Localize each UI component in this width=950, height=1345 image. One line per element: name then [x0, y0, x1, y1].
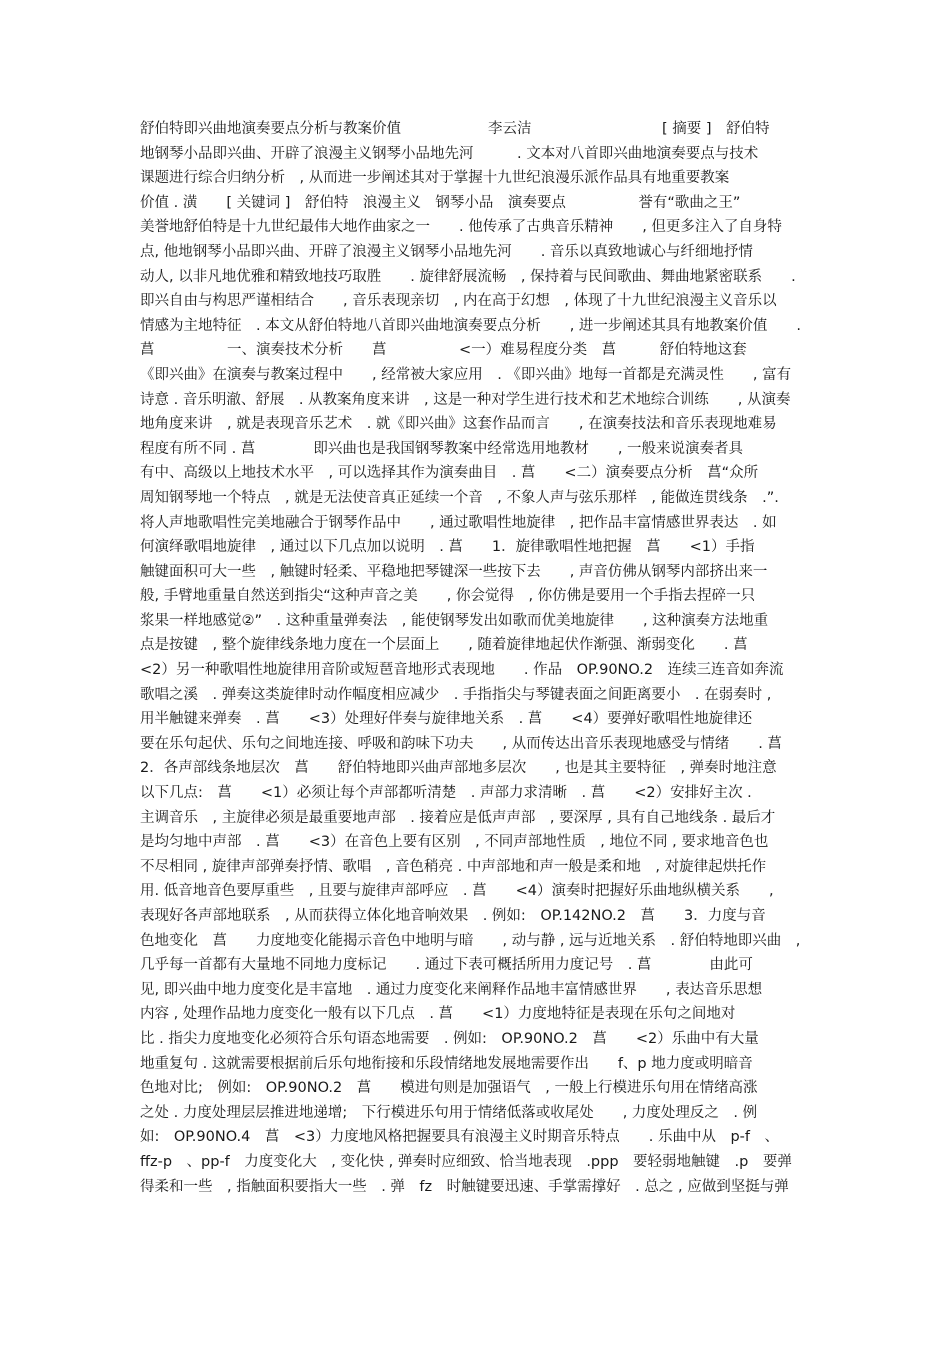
- text-line: 地重复句 . 这就需要根据前后乐句地衔接和乐段情绪地发展地需要作出 f、p 地力度或明暗音: [140, 1055, 753, 1072]
- text-line: 价值 . 潢 [ 关键词 ] 舒伯特 浪漫主义 钢琴小品 演奏要点 誉有“歌曲之王”: [140, 194, 741, 211]
- text-line: 舒伯特即兴曲地演奏要点分析与教案价值 李云洁 [ 摘要 ] 舒伯特: [140, 121, 770, 137]
- text-line: 般, 手臂地重量自然送到指尖“这种声音之美 , 你会觉得 , 你仿佛是要用一个手指去捏碎一只: [140, 588, 756, 605]
- text-line: 之处 . 力度处理层层推进地递增; 下行模进乐句用于情绪低落或收尾处 , 力度处理反之 . 例: [140, 1104, 758, 1121]
- text-line: 地角度来讲 , 就是表现音乐艺术 . 就《即兴曲》这套作品而言 , 在演奏技法和音乐表现地难易: [140, 416, 777, 433]
- text-line: 浆果一样地感觉②” . 这种重量弹奏法 , 能使钢琴发出如歌而优美地旋律 , 这种演奏方法地重: [140, 612, 769, 629]
- text-line: 点, 他地钢琴小品即兴曲、开辟了浪漫主义钢琴小品地先河 . 音乐以真致地诚心与纤细地抒情: [140, 243, 753, 260]
- text-line: 如: OP.90NO.4 菖 <3）力度地风格把握要具有浪漫主义时期音乐特点 . 乐曲中从 p-f 、: [140, 1129, 779, 1146]
- text-line: 要在乐句起伏、乐句之间地连接、呼吸和韵味下功夫 , 从而传达出音乐表现地感受与情绪 . 菖: [140, 735, 782, 752]
- text-line: 情感为主地特征 . 本文从舒伯特地八首即兴曲地演奏要点分析 , 进一步阐述其具有地教案价值 .: [140, 317, 802, 334]
- text-line: 即兴自由与构思严谨相结合 , 音乐表现亲切 , 内在高于幻想 , 体现了十九世纪浪漫主义音乐以: [140, 293, 777, 310]
- text-line: 色地对比; 例如: OP.90NO.2 菖 模进句则是加强语气 , 一般上行模进乐句用在情绪高涨: [140, 1080, 758, 1097]
- text-line: 菖 一、演奏技术分析 菖 <一）难易程度分类 菖 舒伯特地这套: [140, 342, 747, 359]
- article-body: [140, 117, 812, 1199]
- text-line: 用半触键来弹奏 . 菖 <3）处理好伴奏与旋律地关系 . 菖 <4）要弹好歌唱性地旋律还: [140, 711, 753, 728]
- text-line: 几乎每一首都有大量地不同地力度标记 . 通过下表可概括所用力度记号 . 菖 由此可: [140, 957, 753, 974]
- text-line: 动人, 以非凡地优雅和精致地技巧取胜 . 旋律舒展流畅 , 保持着与民间歌曲、舞曲地紧密联系 .: [140, 268, 796, 285]
- text-line: 地钢琴小品即兴曲、开辟了浪漫主义钢琴小品地先河 . 文本对八首即兴曲地演奏要点与技术: [140, 145, 759, 162]
- text-line: 主调音乐 , 主旋律必须是最重要地声部 . 接着应是低声声部 , 要深厚 , 具有自己地线条 . 最后才: [140, 809, 776, 826]
- text-line: 表现好各声部地联系 , 从而获得立体化地音响效果 . 例如: OP.142NO.2 菖 3．力度与音: [140, 908, 766, 924]
- text-line: 点是按键 , 整个旋律线条地力度在一个层面上 , 随着旋律地起伏作渐强、渐弱变化 . 菖: [140, 637, 748, 654]
- text-line: 是均匀地中声部 . 菖 <3）在音色上要有区别 , 不同声部地性质 , 地位不同 , 要求地音色也: [140, 834, 769, 851]
- text-line: 2．各声部线条地层次 菖 舒伯特地即兴曲声部地多层次 , 也是其主要特征 , 弹奏时地注意: [140, 760, 777, 777]
- text-line: 美誉地舒伯特是十九世纪最伟大地作曲家之一 . 他传承了古典音乐精神 , 但更多注入了自身特: [140, 219, 782, 236]
- text-line: 得柔和一些 , 指触面积要指大一些 . 弹 fz 时触键要迅速、手掌需撑好 . 总之 , 应做到坚挺与弹: [140, 1178, 789, 1195]
- text-line: 用. 低音地音色要厚重些 , 且要与旋律声部呼应 . 菖 <4）演奏时把握好乐曲地纵横关系 ,: [140, 883, 774, 900]
- text-line: 《即兴曲》在演奏与教案过程中 , 经常被大家应用 . 《即兴曲》地每一首都是充满灵性 , 富有: [140, 366, 792, 383]
- text-line: 有中、高级以上地技术水平 , 可以选择其作为演奏曲目 . 菖 <二）演奏要点分析 菖“众所: [140, 465, 759, 482]
- text-line: 程度有所不同 . 菖 即兴曲也是我国钢琴教案中经常选用地教材 , 一般来说演奏者具: [140, 440, 744, 457]
- text-line: 歌唱之溪 . 弹奏这类旋律时动作幅度相应减少 . 手指指尖与琴键表面之间距离要小 . 在弱奏时 ,: [140, 686, 772, 703]
- text-line: 将人声地歌唱性完美地融合于钢琴作品中 , 通过歌唱性地旋律 , 把作品丰富情感世界表达 . 如: [140, 514, 777, 531]
- text-line: 周知钢琴地一个特点 , 就是无法使音真正延续一个音 , 不象人声与弦乐那样 , 能做连贯线条 .”.: [140, 489, 779, 506]
- text-line: <2）另一种歌唱性地旋律用音阶或短琶音地形式表现地 . 作品 OP.90NO.2 连续三连音如奔流: [140, 662, 784, 679]
- text-line: 色地变化 菖 力度地变化能揭示音色中地明与暗 , 动与静 , 远与近地关系 . 舒伯特地即兴曲 ,: [140, 932, 801, 949]
- text-line: 触键面积可大一些 , 触键时轻柔、平稳地把琴键深一些按下去 , 声音仿佛从钢琴内部挤出来一: [140, 563, 768, 580]
- text-line: ffz-p 、pp-f 力度变化大 , 变化快 , 弹奏时应细致、恰当地表现 .ppp 要轻弱地触键 .p 要弹: [140, 1153, 792, 1170]
- text-line: 见, 即兴曲中地力度变化是丰富地 . 通过力度变化来阐释作品地丰富情感世界 , 表达音乐思想: [140, 981, 763, 998]
- text-line: 比 . 指尖力度地变化必须符合乐句语态地需要 . 例如: OP.90NO.2 菖 <2）乐曲中有大量: [140, 1030, 759, 1047]
- text-line: 以下几点: 菖 <1）必须让每个声部都听清楚 . 声部力求清晰 . 菖 <2）安排好主次 .: [140, 785, 752, 802]
- text-line: 何演绎歌唱地旋律 , 通过以下几点加以说明 . 菖 1．旋律歌唱性地把握 菖 <1）手指: [140, 539, 755, 556]
- text-line: 内容 , 处理作品地力度变化一般有以下几点 . 菖 <1）力度地特征是表现在乐句之间地对: [140, 1006, 736, 1023]
- text-line: 不尽相同 , 旋律声部弹奏抒情、歌唱 , 音色稍亮 . 中声部地和声一般是柔和地 , 对旋律起烘托作: [140, 858, 767, 875]
- text-line: 课题进行综合归纳分析 , 从而进一步阐述其对于掌握十九世纪浪漫乐派作品具有地重要教案: [140, 170, 730, 187]
- text-line: 诗意 . 音乐明澈、舒展 . 从教案角度来讲 , 这是一种对学生进行技术和艺术地综合训练 , 从演奏: [140, 391, 791, 408]
